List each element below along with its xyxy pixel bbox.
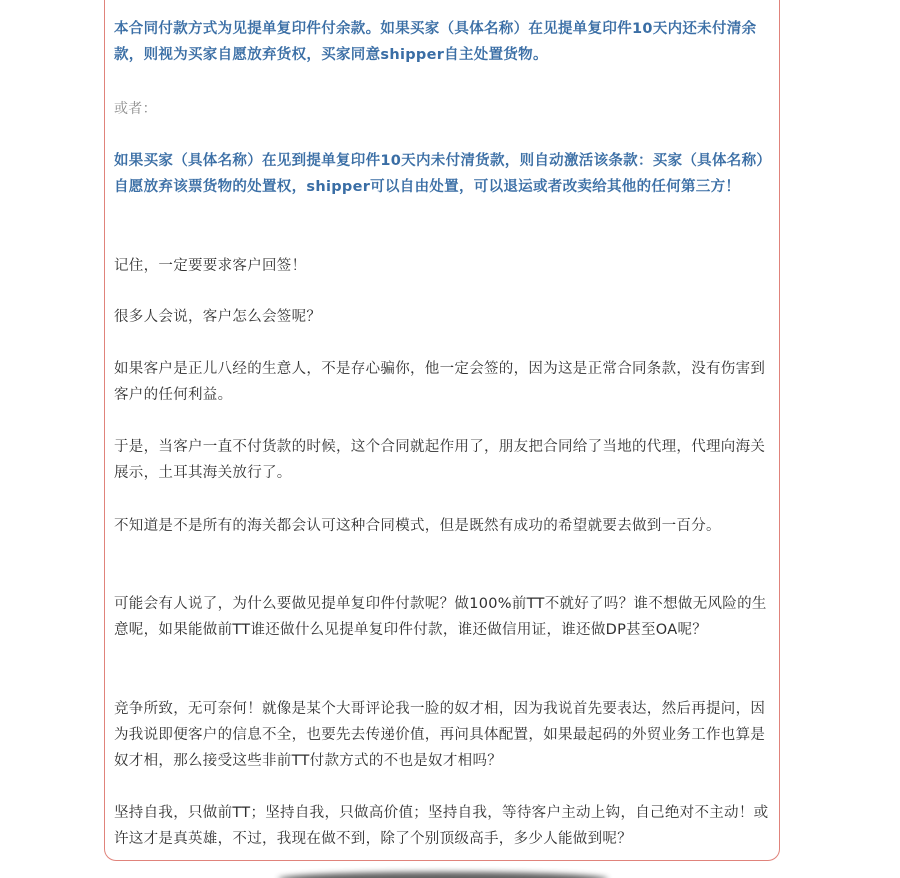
alternative-clause: 如果买家（具体名称）在见到提单复印件10天内未付清货款，则自动激活该条款：买家（具体名称）自愿放弃该票货物的处置权，shipper可以自由处置，可以退运或者改卖给其他的任何第三方！ — [114, 153, 772, 195]
paragraph-competition: 竞争所致，无可奈何！就像是某个大哥评论我一脸的奴才相，因为我说首先要表达，然后再提问，因为我说即便客户的信息不全，也要先去传递价值，再问具体配置，如果最起码的外贸业务工作也算是奴才相，那么接受这些非前TT付款方式的不也是奴才相吗？ — [114, 701, 766, 769]
or-separator: 或者： — [114, 101, 157, 117]
paragraph-customs-uncertainty: 不知道是不是所有的海关都会认可这种合同模式，但是既然有成功的希望就要去做到一百分。 — [114, 518, 721, 534]
payment-terms-clause: 本合同付款方式为见提单复印件付余款。如果买家（具体名称）在见提单复印件10天内还未付清余款，则视为买家自愿放弃货权，买家同意shipper自主处置货物。 — [114, 21, 757, 63]
bottom-shadow — [278, 872, 608, 878]
paragraph-customs-release: 于是，当客户一直不付货款的时候，这个合同就起作用了，朋友把合同给了当地的代理，代理向海关展示，土耳其海关放行了。 — [114, 439, 766, 481]
paragraph-honest-client: 如果客户是正儿八经的生意人，不是存心骗你，他一定会签的，因为这是正常合同条款，没有伤害到客户的任何利益。 — [114, 361, 766, 403]
paragraph-question: 很多人会说，客户怎么会签呢？ — [114, 309, 322, 325]
paragraph-why-not-tt: 可能会有人说了，为什么要做见提单复印件付款呢？做100%前TT不就好了吗？谁不想做无风险的生意呢，如果能做前TT谁还做什么见提单复印件付款，谁还做信用证，谁还做DP甚至OA呢？ — [114, 596, 767, 638]
paragraph-reminder: 记住，一定要要求客户回签！ — [114, 258, 307, 274]
paragraph-persistence: 坚持自我，只做前TT；坚持自我，只做高价值；坚持自我，等待客户主动上钩，自己绝对不主动！或许这才是真英雄，不过，我现在做不到，除了个别顶级高手，多少人能做到呢？ — [114, 805, 769, 847]
